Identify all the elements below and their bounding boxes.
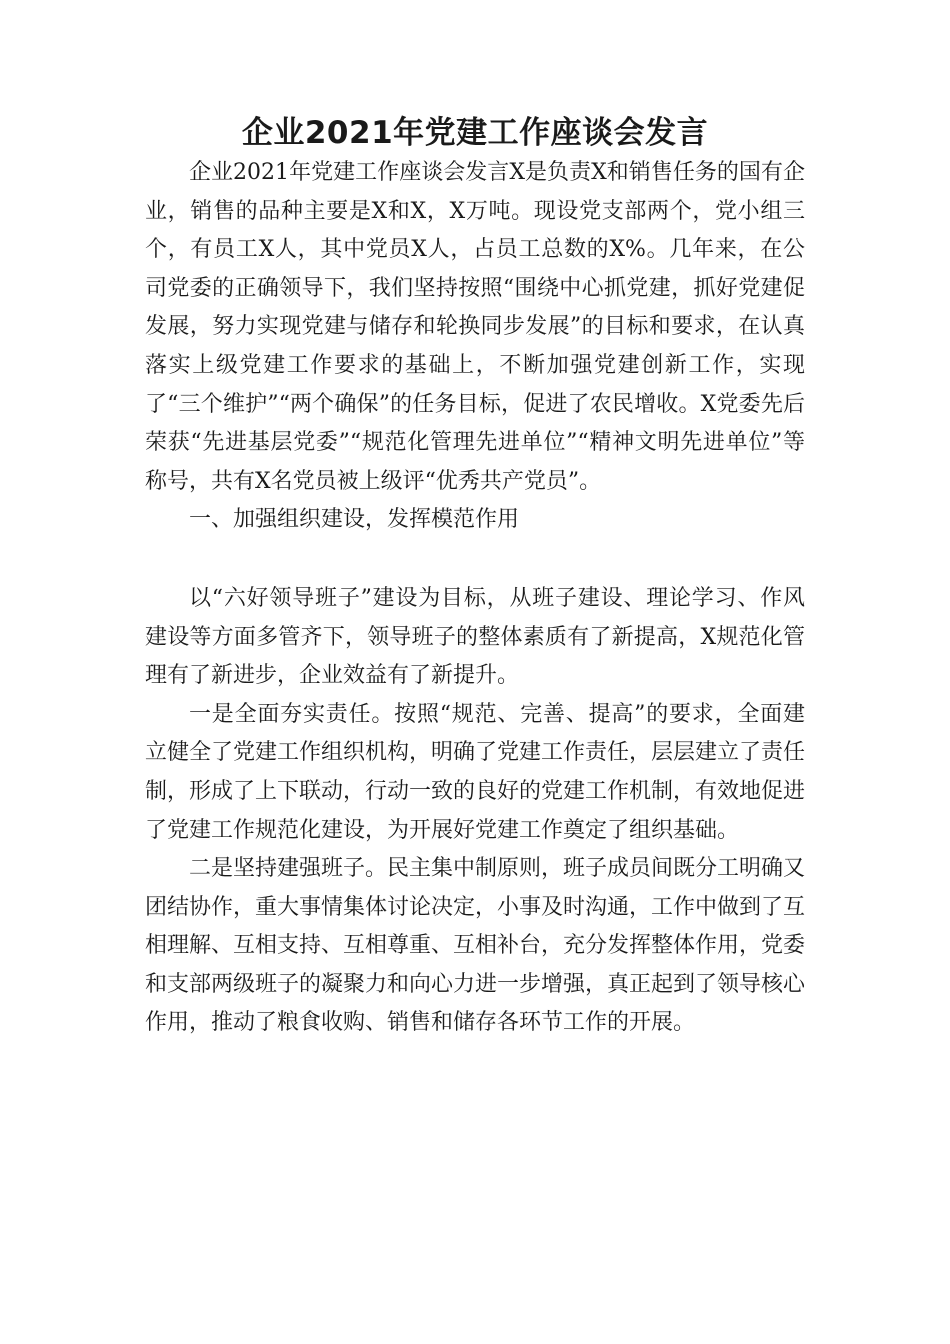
document-title: 企业2021年党建工作座谈会发言 <box>241 115 709 151</box>
blank-line <box>145 540 805 580</box>
document-page <box>145 112 805 1043</box>
intro-paragraph: 企业2021年党建工作座谈会发言X是负责X和销售任务的国有企业，销售的品种主要是X和X，X万吨。现设党支部两个，党小组三个，有员工X人，其中党员X人，占员工总数的X%。几年来，在公司党委的正确领导下，我们坚持按照“围绕中心抓党建，抓好党建促发展，努力实现党建与储存和轮换同步发展”的目标和要求，在认真落实上级党建工作要求的基础上，不断加强党建创新工作，实现了“三个维护”“两个确保”的任务目标，促进了农民增收。X党委先后荣获“先进基层党委”“规范化管理先进单位”“精神文明先进单位”等称号，共有X名党员被上级评“优秀共产党员”。 <box>145 160 806 494</box>
body-paragraph: 以“六好领导班子”建设为目标，从班子建设、理论学习、作风建设等方面多管齐下，领导班子的整体素质有了新提高，X规范化管理有了新进步，企业效益有了新提升。 <box>145 585 805 689</box>
body-paragraph: 一是全面夯实责任。按照“规范、完善、提高”的要求，全面建立健全了党建工作组织机构，明确了党建工作责任，层层建立了责任制，形成了上下联动，行动一致的良好的党建工作机制，有效地促进了党建工作规范化建设，为开展好党建工作奠定了组织基础。 <box>145 701 806 843</box>
section-heading: 一、加强组织建设，发挥模范作用 <box>189 507 520 533</box>
body-paragraph: 二是坚持建强班子。民主集中制原则，班子成员间既分工明确又团结协作，重大事情集体讨论决定，小事及时沟通，工作中做到了互相理解、互相支持、互相尊重、互相补台，充分发挥整体作用，党委和支部两级班子的凝聚力和向心力进一步增强，真正起到了领导核心作用，推动了粮食收购、销售和储存各环节工作的开展。 <box>145 856 806 1036</box>
